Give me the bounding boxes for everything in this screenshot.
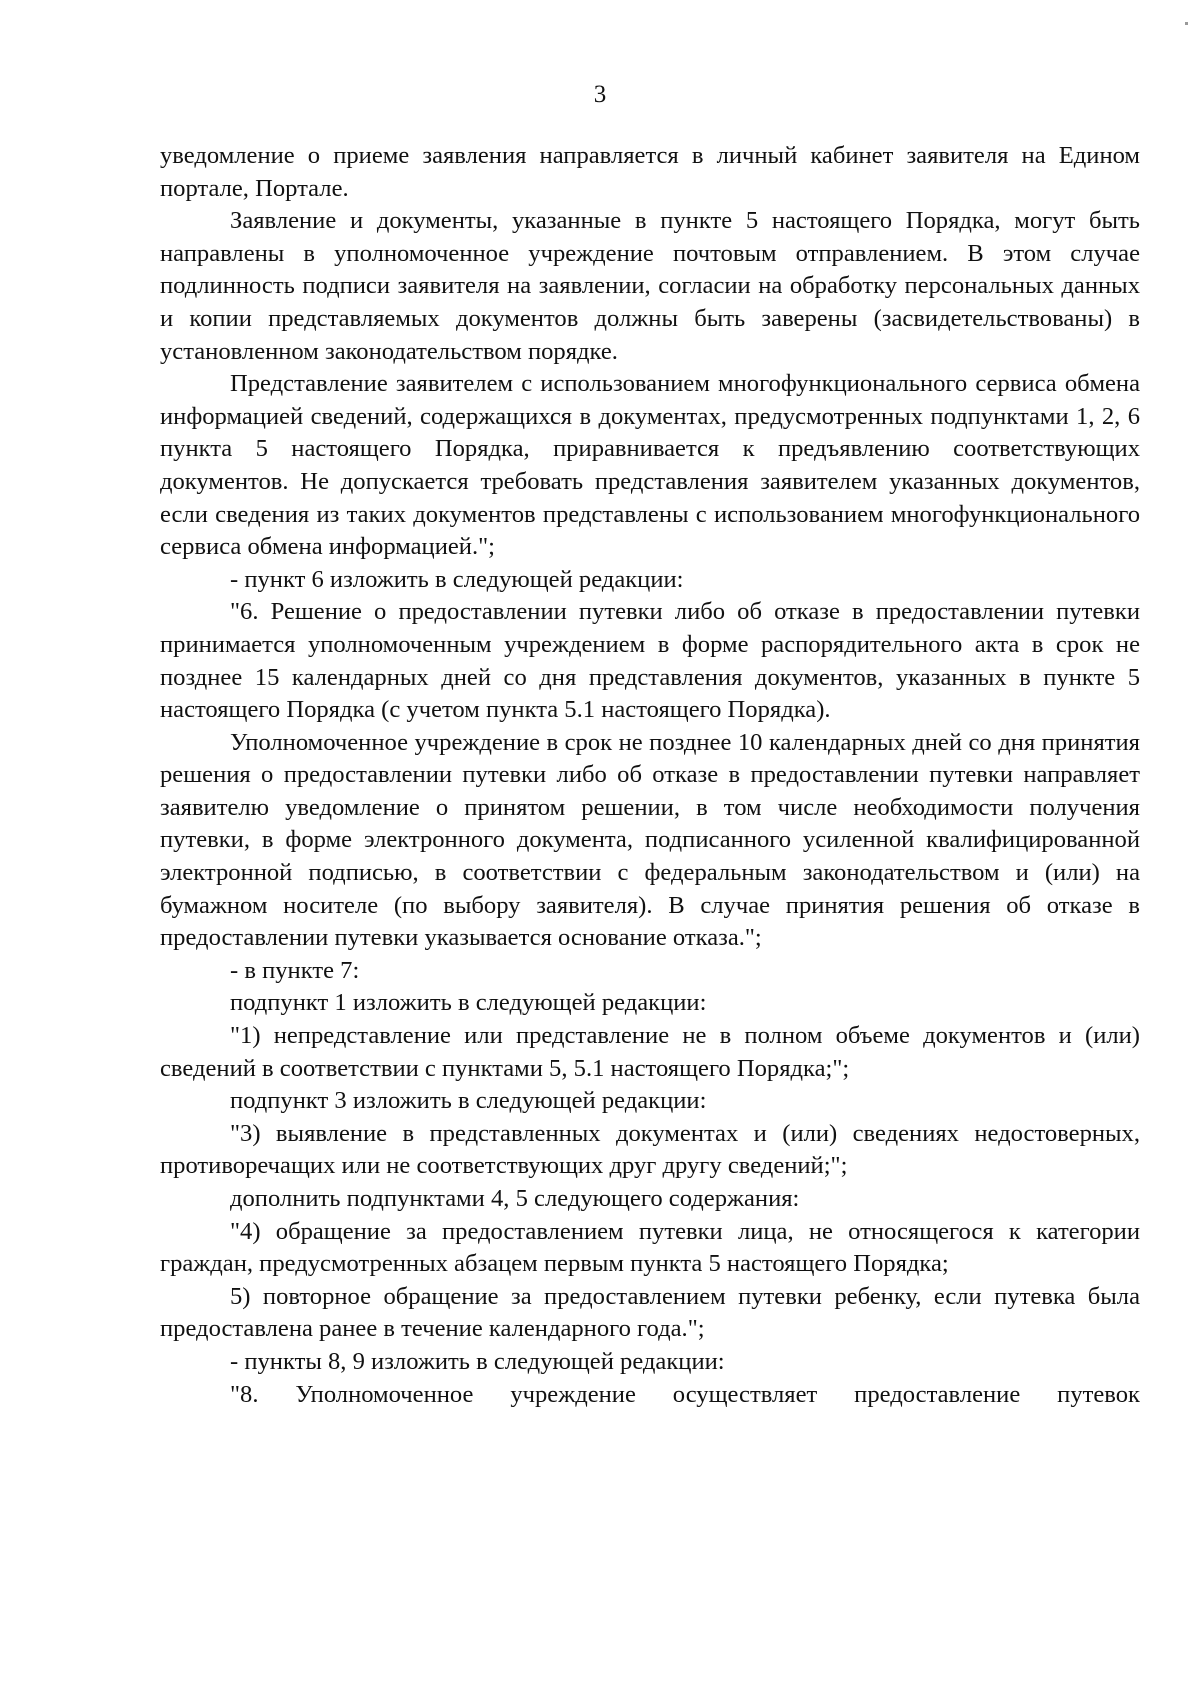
paragraph: "6. Решение о предоставлении путевки либо об отказе в предоставлении путевки принимается уполномоченным учреждением в форме распорядительного акта в срок не позднее 15 календарных дней со дня представления документов, указанных в пункте 5 настоящего Порядка (с учетом пункта 5.1 настоящего Порядка). [160,598,1140,724]
paragraph: - в пункте 7: [230,956,360,984]
paragraph: Уполномоченное учреждение в срок не позднее 10 календарных дней со дня принятия решения о предоставлении путевки либо об отказе в предоставлении путевки направляет заявителю уведомление о принятом решении, в том числе необходимости получения путевки, в форме электронного документа, подписанного усиленной квалифицированной электронной подписью, в соответствии с федеральным законодательством и (или) на бумажном носителе (по выбору заявителя). В случае принятия решения об отказе в предоставлении путевки указывается основание отказа."; [160,728,1140,952]
scan-speck [1185,22,1188,25]
paragraph: "4) обращение за предоставлением путевки лица, не относящегося к категории граждан, предусмотренных абзацем первым пункта 5 настоящего Порядка; [160,1217,1140,1278]
paragraph: Заявление и документы, указанные в пункте 5 настоящего Порядка, могут быть направлены в уполномоченное учреждение почтовым отправлением. В этом случае подлинность подписи заявителя на заявлении, согласии на обработку персональных данных и копии представляемых документов должны быть заверены (засвидетельствованы) в установленном законодательством порядке. [160,207,1140,365]
paragraph: "3) выявление в представленных документах и (или) сведениях недостоверных, противоречащих или не соответствующих друг другу сведений;"; [160,1119,1140,1180]
paragraph: 5) повторное обращение за предоставлением путевки ребенку, если путевка была предоставлена ранее в течение календарного года."; [160,1282,1140,1343]
paragraph: "8. Уполномоченное учреждение осуществляет предоставление путевок [230,1380,1140,1408]
page-number: 3 [593,81,607,108]
paragraph: - пункты 8, 9 изложить в следующей редакции: [230,1347,725,1375]
document-body [160,140,1140,1411]
paragraph: дополнить подпунктами 4, 5 следующего содержания: [230,1185,800,1212]
paragraph: подпункт 3 изложить в следующей редакции: [230,1087,707,1115]
paragraph: "1) непредставление или представление не в полном объеме документов и (или) сведений в соответствии с пунктами 5, 5.1 настоящего Порядка;"; [160,1022,1140,1082]
paragraph: подпункт 1 изложить в следующей редакции: [230,989,707,1017]
paragraph: уведомление о приеме заявления направляется в личный кабинет заявителя на Едином портале, Портале. [160,142,1140,202]
paragraph: - пункт 6 изложить в следующей редакции: [230,565,684,593]
paragraph: Представление заявителем с использованием многофункционального сервиса обмена информацией сведений, содержащихся в документах, предусмотренных подпунктами 1, 2, 6 пункта 5 настоящего Порядка, приравнивается к предъявлению соответствующих документов. Не допускается требовать представления заявителем указанных документов, если сведения из таких документов представлены с использованием многофункционального сервиса обмена информацией."; [160,370,1140,561]
